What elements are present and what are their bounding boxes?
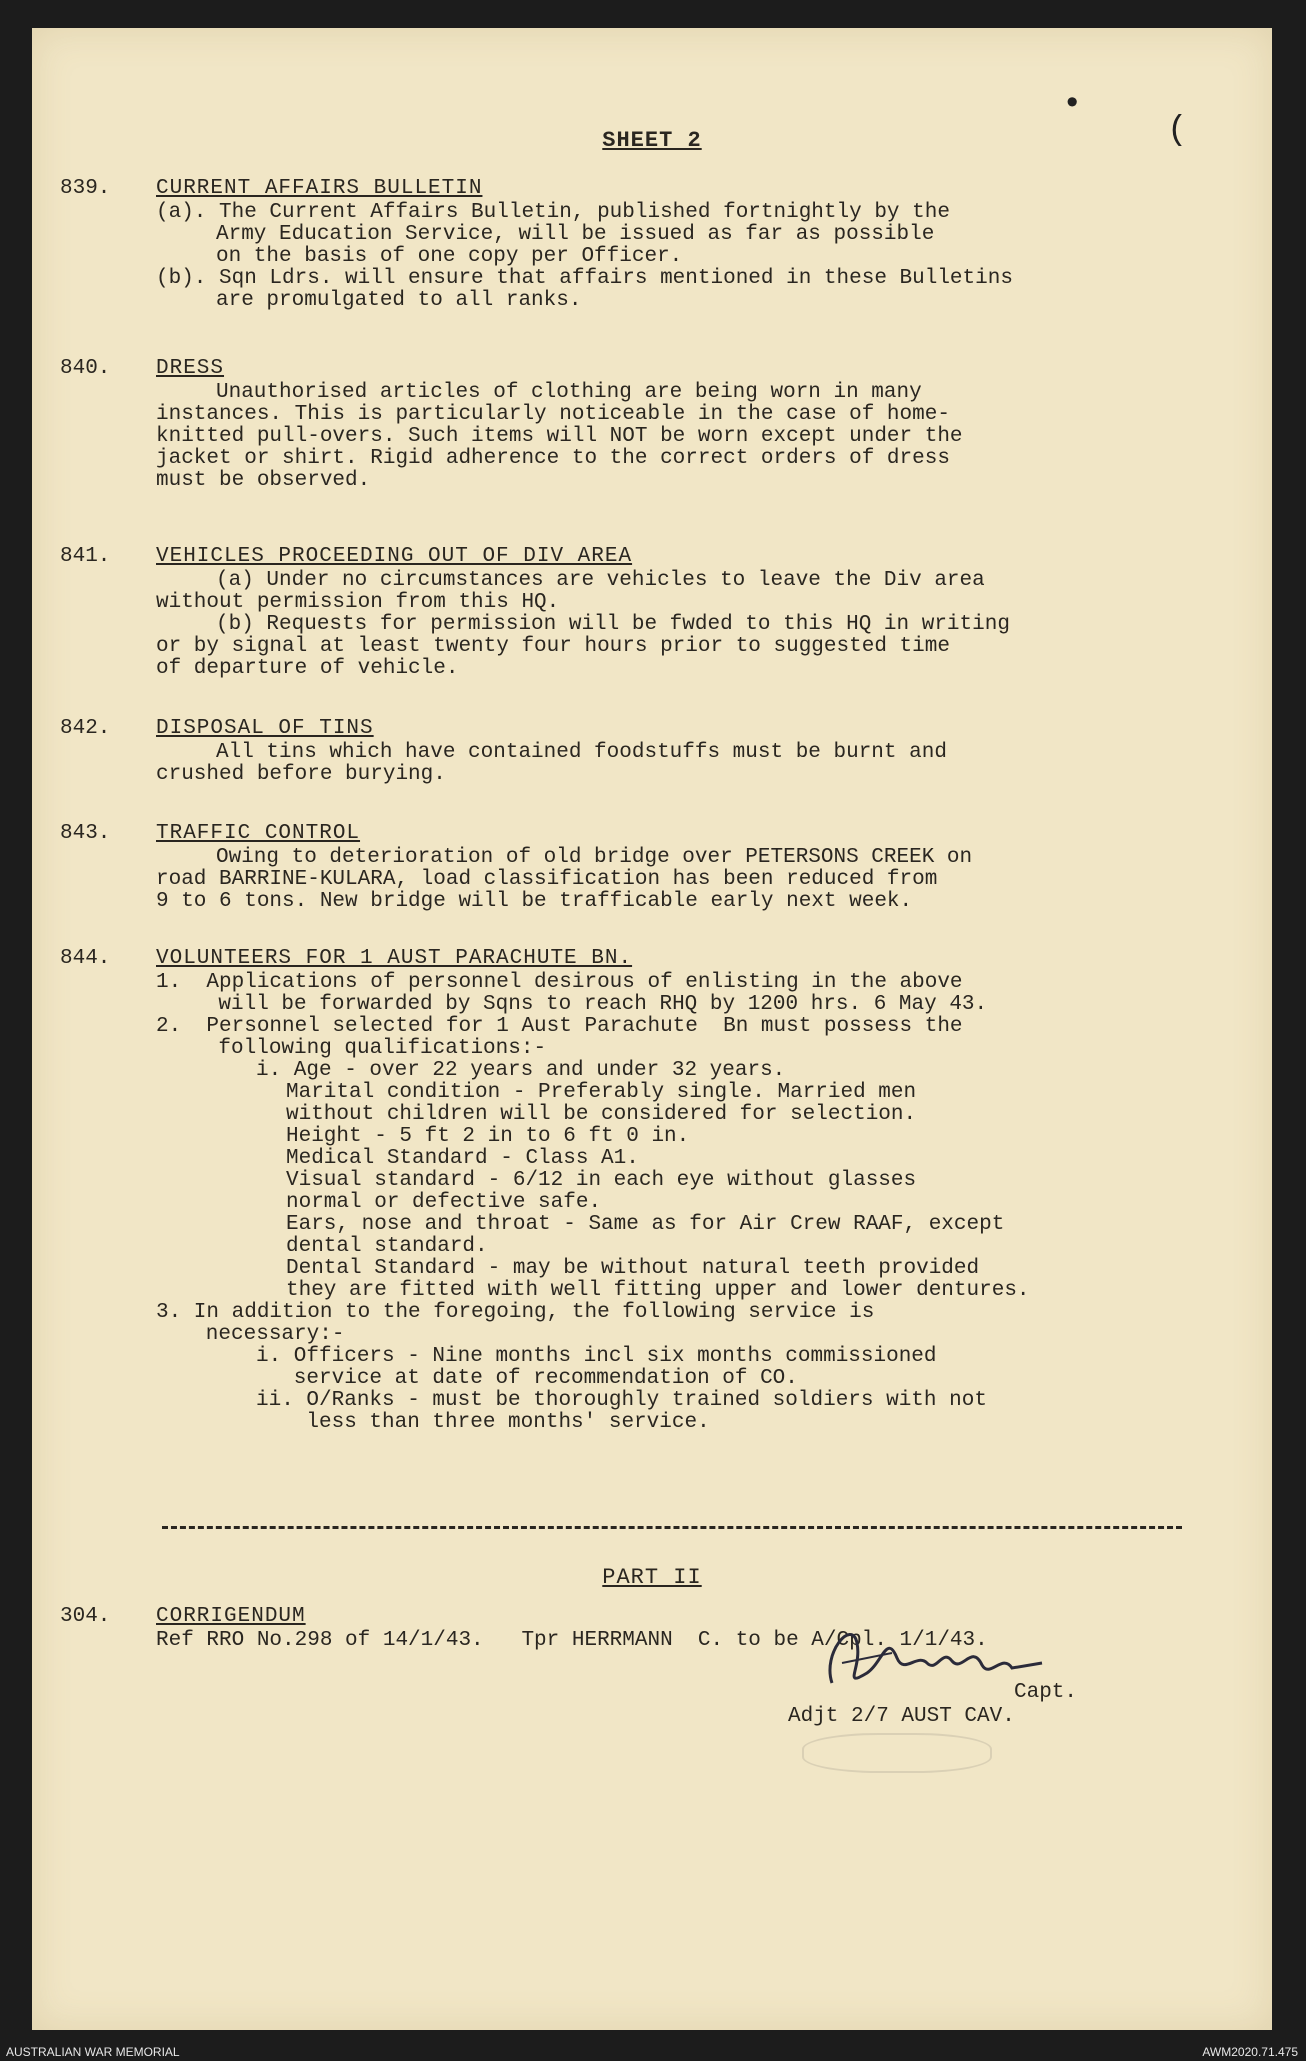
item-line: are promulgated to all ranks. — [216, 289, 582, 312]
item-line: Height - 5 ft 2 in to 6 ft 0 in. — [286, 1125, 690, 1148]
item-line: knitted pull-overs. Such items will NOT be worn except under the — [156, 425, 963, 448]
item-title: VEHICLES PROCEEDING OUT OF DIV AREA — [156, 545, 633, 568]
item-number: 304. — [60, 1605, 111, 1628]
handwritten-signature — [812, 1613, 1132, 1703]
order-item-841 — [60, 546, 1220, 680]
order-item-844 — [60, 948, 1220, 1434]
order-item-843 — [60, 823, 1220, 913]
archive-name: AUSTRALIAN WAR MEMORIAL — [6, 2045, 180, 2059]
item-line: less than three months' service. — [256, 1411, 710, 1434]
item-line: dental standard. — [286, 1235, 488, 1258]
item-line: Army Education Service, will be issued as far as possible — [216, 223, 935, 246]
order-item-840 — [60, 358, 1220, 492]
item-title: TRAFFIC CONTROL — [156, 822, 361, 845]
item-line: instances. This is particularly noticeable in the case of home- — [156, 403, 950, 426]
item-line: (a). The Current Affairs Bulletin, published fortnightly by the — [156, 201, 950, 224]
item-title: VOLUNTEERS FOR 1 AUST PARACHUTE BN. — [156, 947, 633, 970]
item-title: DRESS — [156, 357, 225, 380]
item-line: Unauthorised articles of clothing are being worn in many — [216, 381, 922, 404]
ink-mark: • — [1062, 86, 1083, 124]
item-line: Dental Standard - may be without natural teeth provided — [286, 1257, 980, 1280]
order-item-842 — [60, 718, 1220, 786]
section-divider — [162, 1526, 1182, 1529]
item-line: will be forwarded by Sqns to reach RHQ by 1200 hrs. 6 May 43. — [168, 993, 988, 1016]
item-line: 2. Personnel selected for 1 Aust Parachute Bn must possess the — [156, 1015, 963, 1038]
item-line: following qualifications:- — [168, 1037, 547, 1060]
item-line: of departure of vehicle. — [156, 657, 459, 680]
item-line: All tins which have contained foodstuffs must be burnt and — [216, 741, 947, 764]
archive-reference: AWM2020.71.475 — [1202, 2045, 1298, 2059]
item-number: 841. — [60, 545, 111, 568]
item-line: on the basis of one copy per Officer. — [216, 245, 683, 268]
item-line: road BARRINE-KULARA, load classification has been reduced from — [156, 868, 938, 891]
item-line: Marital condition - Preferably single. Married men — [286, 1081, 917, 1104]
item-line: 1. Applications of personnel desirous of enlisting in the above — [156, 971, 963, 994]
item-number: 843. — [60, 822, 111, 845]
item-line: crushed before burying. — [156, 763, 446, 786]
item-title: CORRIGENDUM — [156, 1605, 306, 1628]
item-line: without children will be considered for selection. — [286, 1103, 917, 1126]
item-number: 844. — [60, 947, 111, 970]
item-line: (b). Sqn Ldrs. will ensure that affairs mentioned in these Bulletins — [156, 267, 1013, 290]
archive-footer — [0, 2043, 1306, 2061]
item-number: 839. — [60, 177, 111, 200]
signature-title: Adjt 2/7 AUST CAV. — [788, 1705, 1015, 1728]
item-line: ii. O/Ranks - must be thoroughly trained soldiers with not — [256, 1389, 987, 1412]
item-line: without permission from this HQ. — [156, 591, 560, 614]
item-line: Medical Standard - Class A1. — [286, 1147, 639, 1170]
item-line: or by signal at least twenty four hours prior to suggested time — [156, 635, 950, 658]
item-line: Ref RRO No.298 of 14/1/43. Tpr HERRMANN C. to be A/Cpl. 1/1/43. — [156, 1629, 988, 1652]
item-line: (b) Requests for permission will be fwded to this HQ in writing — [216, 613, 1010, 636]
item-line: 9 to 6 tons. New bridge will be trafficable early next week. — [156, 890, 913, 913]
item-number: 840. — [60, 357, 111, 380]
item-line: jacket or shirt. Rigid adherence to the correct orders of dress — [156, 447, 950, 470]
part-title: PART II — [602, 1565, 702, 1590]
order-item-839 — [60, 178, 1220, 312]
item-line: normal or defective safe. — [286, 1191, 602, 1214]
item-line: 3. In addition to the foregoing, the following service is — [156, 1301, 875, 1324]
item-line: service at date of recommendation of CO. — [256, 1367, 798, 1390]
item-title: CURRENT AFFAIRS BULLETIN — [156, 177, 483, 200]
item-line: necessary:- — [168, 1323, 345, 1346]
item-title: DISPOSAL OF TINS — [156, 717, 374, 740]
item-line: (a) Under no circumstances are vehicles to leave the Div area — [216, 569, 985, 592]
item-number: 842. — [60, 717, 111, 740]
item-line: they are fitted with well fitting upper and lower dentures. — [286, 1279, 1030, 1302]
faint-stamp — [802, 1733, 992, 1773]
item-line: Visual standard - 6/12 in each eye without glasses — [286, 1169, 917, 1192]
item-line: i. Officers - Nine months incl six months commissioned — [256, 1345, 937, 1368]
signature-rank: Capt. — [1014, 1681, 1078, 1704]
document-page — [32, 28, 1272, 2030]
sheet-title: SHEET 2 — [602, 128, 702, 153]
punch-hole-mark: ( — [1167, 112, 1188, 150]
item-line: Ears, nose and throat - Same as for Air Crew RAAF, except — [286, 1213, 1005, 1236]
item-line: i. Age - over 22 years and under 32 years. — [256, 1059, 786, 1082]
item-line: Owing to deterioration of old bridge over PETERSONS CREEK on — [216, 846, 973, 869]
item-line: must be observed. — [156, 469, 371, 492]
